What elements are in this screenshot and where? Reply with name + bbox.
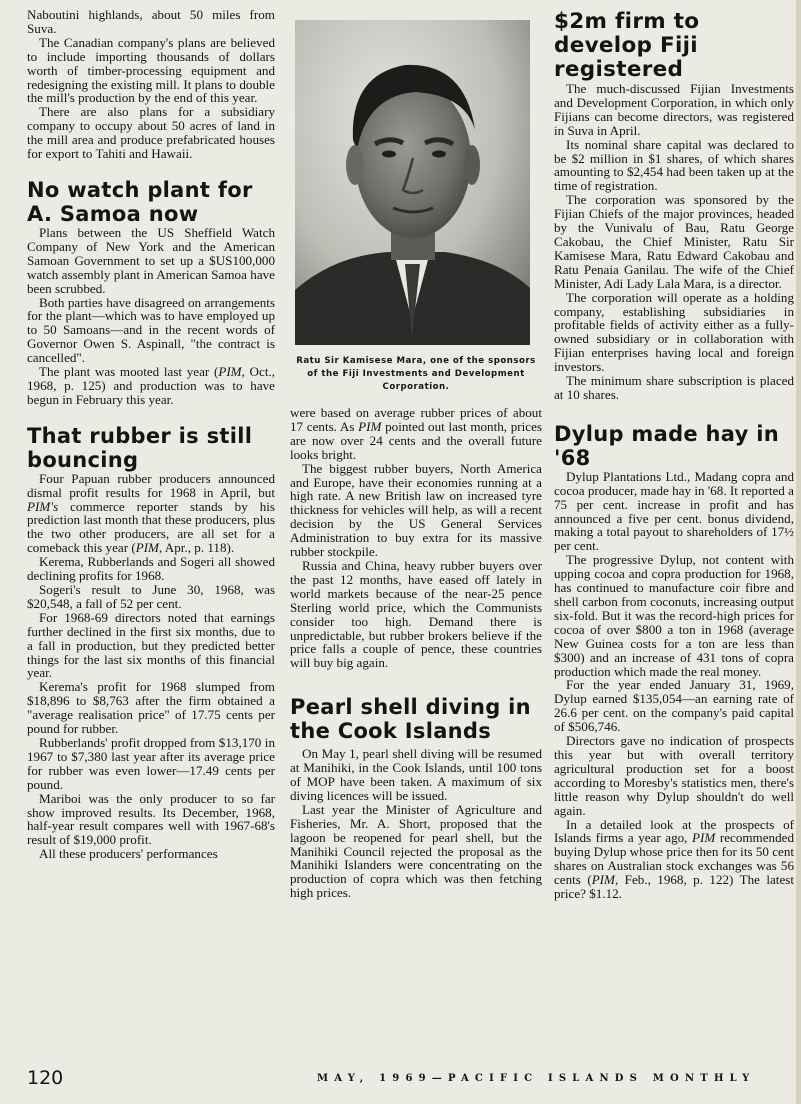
paragraph: Dylup Plantations Ltd., Madang copra and cocoa producer, made hay in '68. It reported a 75 per cent. increase in profit and has announced a five per cent. bonus dividend, making a total payout to shareholders of 17½ per cent.	[554, 468, 794, 554]
paragraph: Directors gave no indication of prospects this year but with overall territory agricultural production set for a boost according to Moresby's statistics men, there's little reason why Dylup shouldn't do well again.	[554, 733, 794, 818]
portrait-illustration	[295, 20, 530, 345]
column-right	[554, 8, 794, 901]
column-middle	[290, 8, 542, 900]
paragraph: The Canadian company's plans are believed to include importing thousands of dollars worth of timber-processing equipment and redesigning the existing mill. It plans to double the mill's production by the end of this year.	[27, 34, 275, 106]
paragraph: Both parties have disagreed on arrangements for the plant—which was to have employed up to 50 Samoans—and in the recent words of Governor Owen S. Aspinall, "the contract is cancelled".	[27, 294, 275, 366]
text-run: commerce reporter stands by his prediction last month that these producers, plus the two other producers, are all set for a comeback this year (	[27, 498, 275, 556]
paragraph	[27, 365, 275, 407]
paragraph: The minimum share subscription is placed at 10 shares.	[554, 373, 794, 402]
paragraph: The biggest rubber buyers, North America and Europe, have their economies running at a high rate. A new British law on increased tyre thickness for vehicles will help, as will a recent decision by the US General Services Administration to buy extra for its massive rubber stockpile.	[290, 460, 542, 560]
portrait-photo	[295, 20, 530, 345]
page-edge	[796, 0, 801, 1104]
pim-italic: PIM	[591, 872, 615, 888]
running-title: MAY, 1969—PACIFIC ISLANDS MONTHLY	[317, 1073, 756, 1084]
page-number: 120	[27, 1067, 64, 1089]
paragraph: For the year ended January 31, 1969, Dylup earned $135,054—an earning rate of 26.6 per cent. on the company's paid capital of $506,746.	[554, 677, 794, 735]
paragraph: On May 1, pearl shell diving will be resumed at Manihiki, in the Cook Islands, until 100 tons of MOP have been taken. A maximum of six diving licences will be issued.	[290, 746, 542, 803]
paragraph: The progressive Dylup, not content with upping cocoa and copra production for 1968, has continued to manufacture coir fibre and shell carbon from coconuts, increasing output six-fold. But it was the record-high prices for cocoa of over $800 a ton in 1968 (average New Guinea costs for a ton are less than $300) and an increase of 431 tons of copra production which made the real money.	[554, 552, 794, 679]
paragraph	[290, 406, 542, 462]
text-run: recommended buying Dylup whose price then for its 50 cent shares on Australian stock exchanges was 56 cents (	[554, 830, 795, 888]
text-run: pointed out last month, prices are now over 24 cents and the overall future looks bright.	[290, 418, 543, 462]
pim-italic: PIM	[692, 830, 716, 846]
paragraph: Last year the Minister of Agriculture and Fisheries, Mr. A. Short, proposed that the lagoon be reopened for pearl shell, but the Manihiki Council rejected the proposal as the Manihiki Islanders were concentrating on the production of copra which was then fetching high prices.	[290, 801, 542, 901]
paragraph: The much-discussed Fijian Investments and Development Corporation, in which only Fijians can become directors, was registered in Suva in April.	[554, 81, 794, 138]
paragraph: Plans between the US Sheffield Watch Company of New York and the American Samoan Government to set up a $US100,000 watch assembly plant in American Samoa have been scrubbed.	[27, 224, 275, 296]
paragraph: For 1968-69 directors noted that earnings further declined in the first six months, due to a fall in production, but they predicted better things for the last six months of this financial year.	[27, 609, 275, 681]
text-run: , Feb., 1968, p. 122) The latest price? $1.12.	[554, 872, 794, 902]
heading-watch-plant: No watch plant for A. Samoa now	[27, 177, 253, 226]
paragraph	[554, 818, 794, 901]
text-run: Four Papuan rubber producers announced dismal profit results for 1968 in April, but	[27, 470, 275, 500]
pim-italic: PIM's	[27, 498, 59, 514]
paragraph: Kerema's profit for 1968 slumped from $18,896 to $8,763 after the firm obtained a "average realisation price" of 17.75 cents per pound for rubber.	[27, 679, 275, 737]
text-run: In a detailed look at the prospects of Islands firms a year ago,	[554, 816, 794, 846]
paragraph: The corporation will operate as a holding company, establishing subsidiaries in profitable fields of activity either as a fully-owned subsidiary or in collaboration with Fijian enterprises having local and foreign investors.	[554, 289, 794, 375]
paragraph: All these producers' performances	[39, 846, 218, 862]
paragraph: Kerema, Rubberlands and Sogeri all showed declining profits for 1968.	[27, 554, 275, 584]
pim-italic: PIM	[135, 540, 159, 556]
column-left	[27, 8, 275, 861]
heading-rubber: That rubber is still bouncing	[27, 423, 253, 472]
text-run: were based on average rubber prices of about 17 cents. As	[290, 405, 542, 434]
paragraph: Sogeri's result to June 30, 1968, was $20,548, a fall of 52 per cent.	[27, 582, 275, 611]
paragraph: Rubberlands' profit dropped from $13,170 in 1967 to $7,380 last year after its average price for rubber was even lower—17.49 cents per pound.	[27, 734, 275, 792]
photo-caption: Ratu Sir Kamisese Mara, one of the sponsors of the Fiji Investments and Development Corporation.	[296, 356, 536, 392]
paragraph: Naboutini highlands, about 50 miles from Suva.	[27, 7, 275, 36]
text-run: , Oct., 1968, p. 125) and production was to have begun in February this year.	[27, 364, 276, 407]
pim-italic: PIM	[358, 418, 382, 434]
paragraph: There are also plans for a subsidiary company to occupy about 50 acres of land in the mill area and produce prefabricated houses for export to Tahiti and Hawaii.	[27, 104, 275, 162]
page-footer	[27, 1067, 797, 1089]
text-run: , Apr., p. 118).	[158, 540, 235, 556]
heading-dylup: Dylup made hay in '68	[554, 421, 779, 470]
paragraph: Russia and China, heavy rubber buyers over the past 12 months, have eased off lately in world markets because of the near-25 pence Sterling world price, which the Communists consider too high. Demand there is unpredictable, but rubber brokers believe if the price falls a couple of pence, these countries will buy big again.	[290, 557, 542, 671]
paragraph: The corporation was sponsored by the Fijian Chiefs of the major provinces, headed by the Vunivalu of Bau, Ratu George Cakobau, the Chief Minister, Ratu Sir Kamisese Mara, Ratu Edward Cakobau and Ratu Penaia Ganilau. The wife of the Chief Minister, Adi Lady Lala Mara, is a director.	[554, 192, 794, 291]
paragraph	[27, 472, 275, 555]
text-run: The plant was mooted last year (	[39, 364, 219, 380]
paragraph: Its nominal share capital was declared to be $2 million in $1 shares, of which shares amounting to $2,454 had been taken up at the time of registration.	[554, 136, 794, 194]
pim-italic: PIM	[218, 364, 242, 380]
paragraph: Mariboi was the only producer to so far show improved results. Its December, 1968, half-year result compares well with 1967-68's result of $19,000 profit.	[27, 790, 275, 848]
heading-pearl-shell: Pearl shell diving in the Cook Islands	[290, 695, 531, 744]
heading-fiji-firm: $2m firm to develop Fiji registered	[554, 9, 700, 82]
